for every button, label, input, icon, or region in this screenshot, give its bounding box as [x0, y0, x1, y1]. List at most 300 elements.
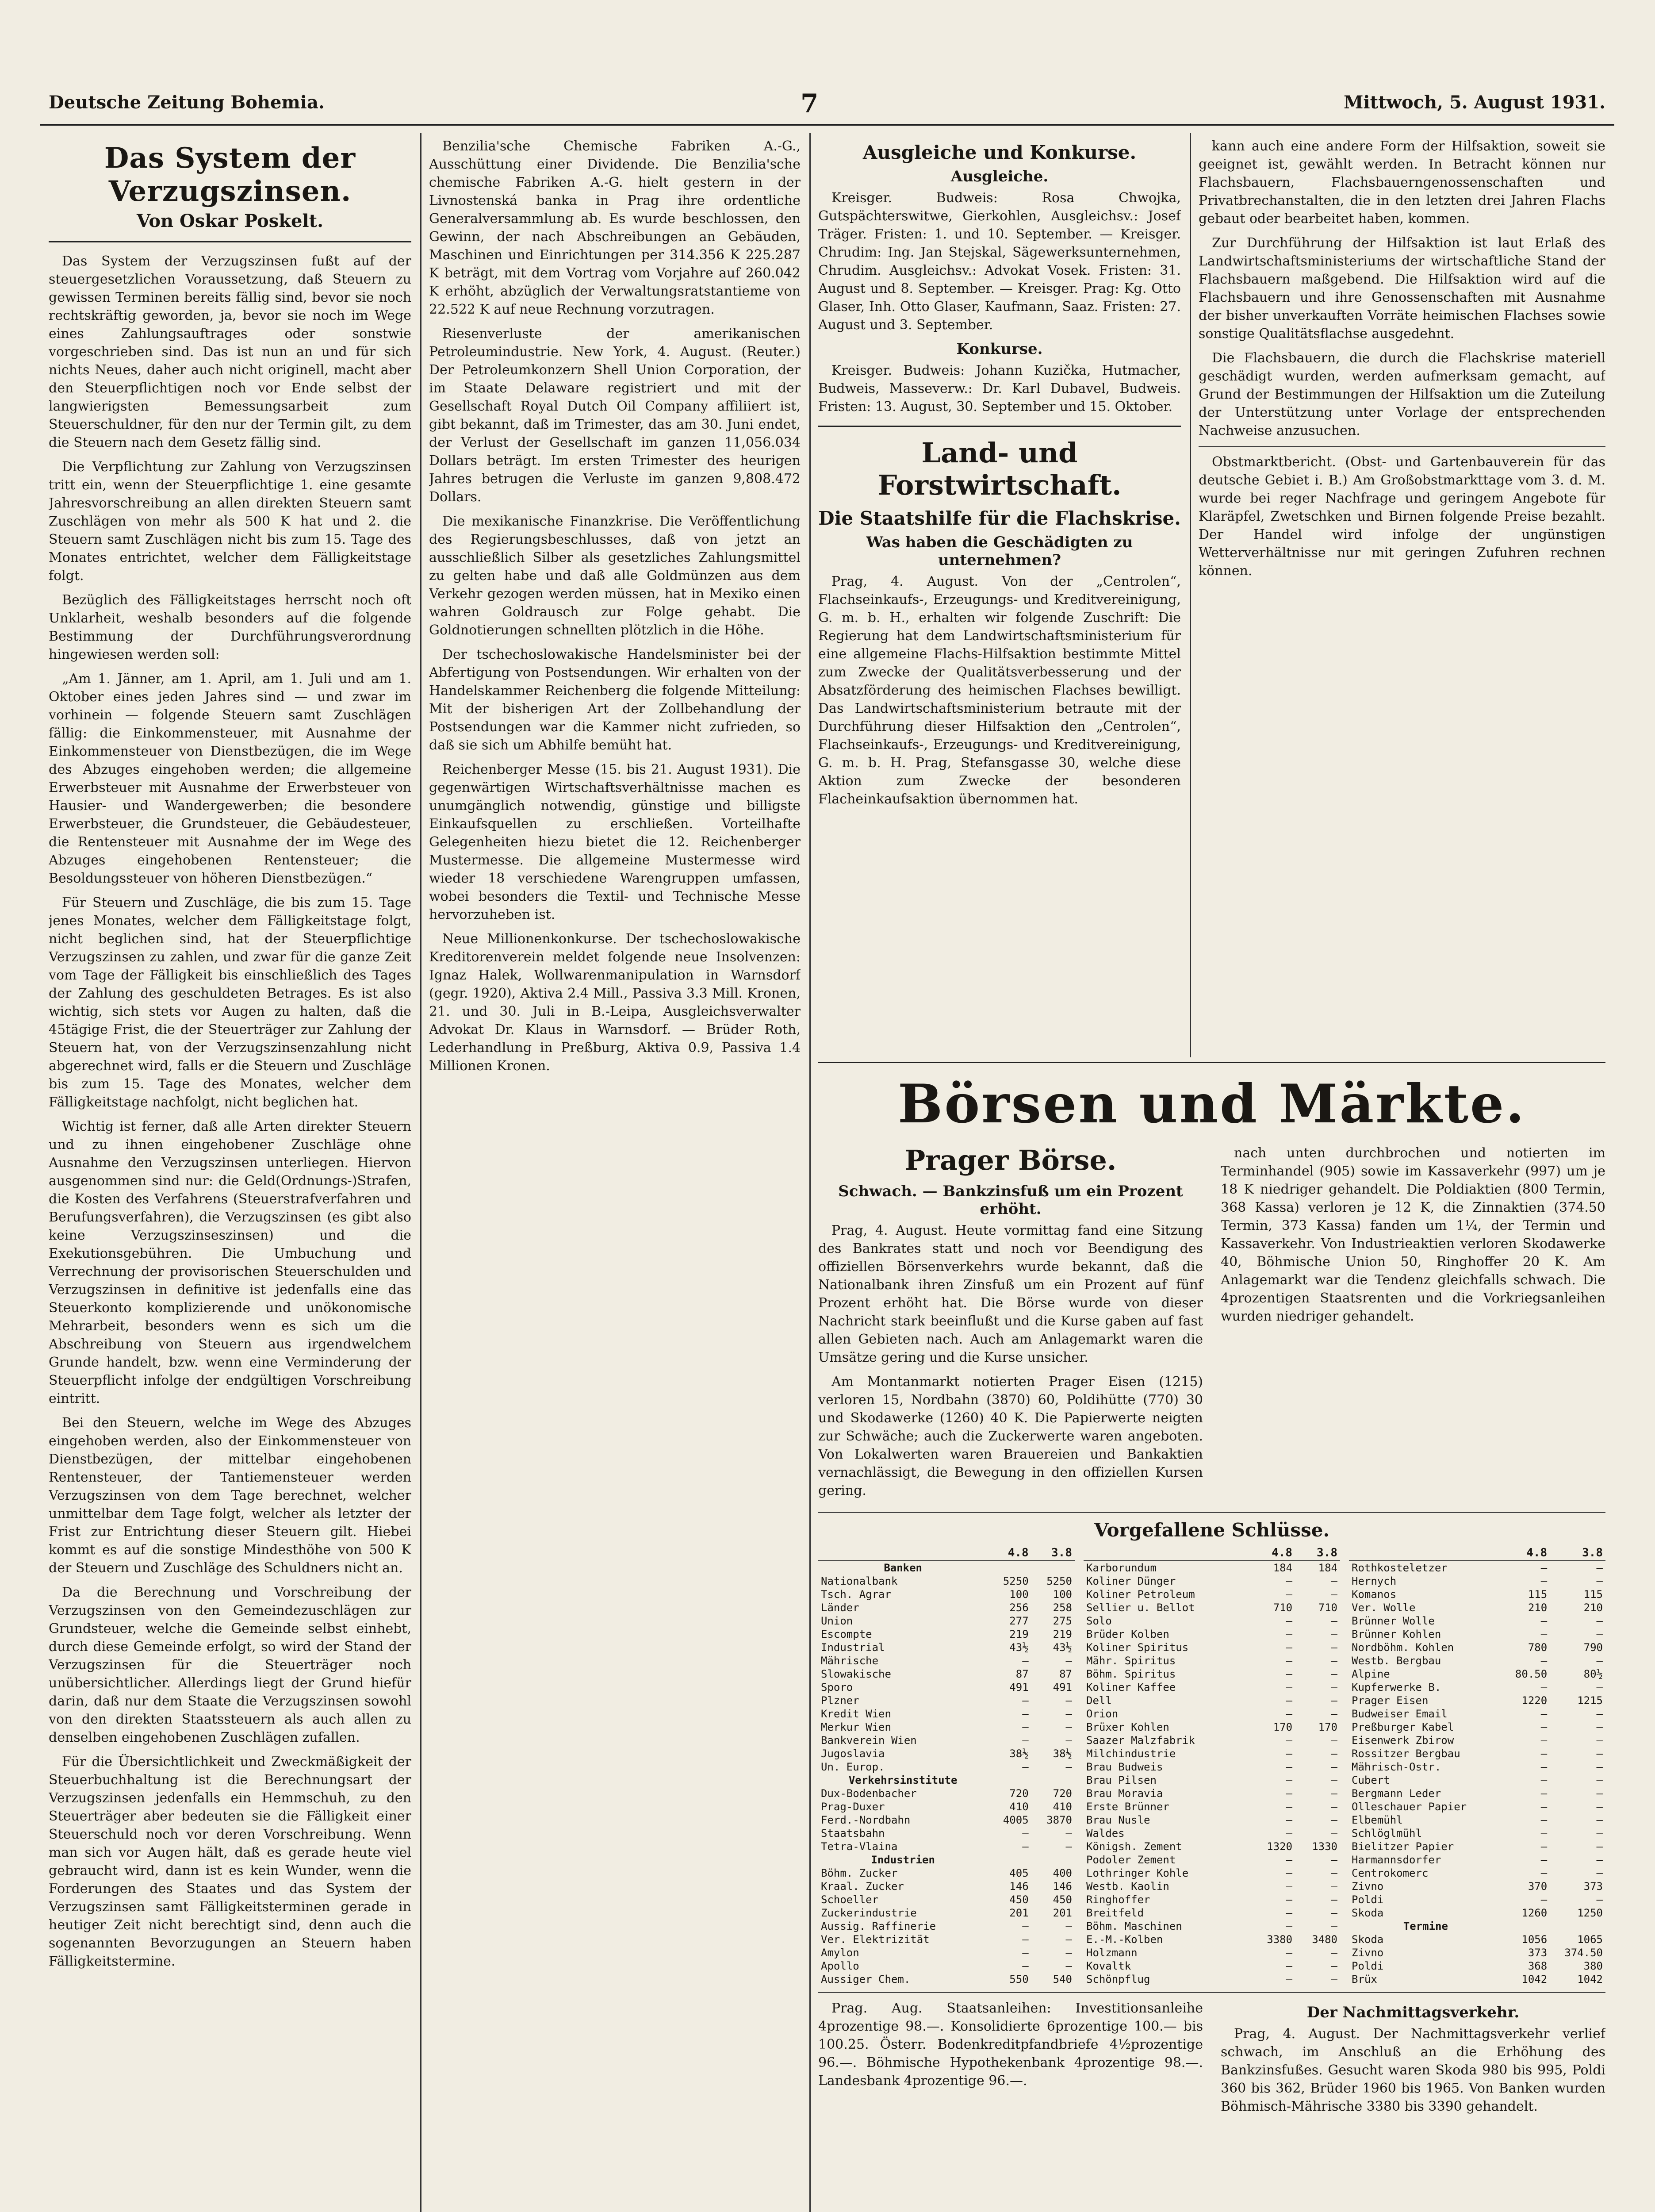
paragraph: Kreisger. Budweis: Johann Kuzička, Hutmacher, Budweis, Masseverw.: Dr. Karl Dubavel, Budweis. Fristen: 13. August, 30. September und 15. Oktober. — [818, 363, 1181, 415]
table-row — [1084, 1747, 1340, 1760]
table-row — [818, 1641, 1075, 1654]
boerse-title: Börsen und Märkte. — [897, 1073, 1526, 1135]
quote-value: — — [1065, 1761, 1072, 1773]
quote-value: — — [1022, 1761, 1029, 1773]
table-row — [1349, 1787, 1605, 1800]
ticker-table-1 — [818, 1545, 1075, 1986]
quote-value: 790 — [1583, 1641, 1603, 1654]
security-name: Podoler Zement — [1086, 1854, 1176, 1866]
divider — [818, 1992, 1605, 1993]
quote-value: 450 — [1053, 1893, 1072, 1906]
security-name: Brüxer Kohlen — [1086, 1721, 1169, 1733]
paragraph: Die mexikanische Finanzkrise. Die Veröffentlichung des Regierungsbeschlusses, daß von jetzt an ausschließlich Silber als gesetzliches Zahlungsmittel zu gelten habe und daß alle Goldmünzen aus dem Verkehr gezogen werden müssen, hat in Mexiko einen wahren Goldrausch zur Folge gehabt. Die Goldnotierungen schnellten plötzlich in die Höhe. — [429, 514, 801, 638]
quote-value — [1031, 1774, 1075, 1787]
security-name: Olleschauer Papier — [1352, 1801, 1467, 1813]
ticker-tables — [818, 1545, 1605, 1986]
quote-value: 1042 — [1577, 1973, 1603, 1985]
table-row — [1349, 1575, 1605, 1588]
quote-value: 373 — [1528, 1947, 1548, 1959]
security-name: Bergmann Leder — [1352, 1787, 1441, 1800]
quote-value: — — [1331, 1827, 1337, 1839]
quote-value: — — [1540, 1787, 1548, 1800]
quote-value: — — [1331, 1854, 1337, 1866]
table-row — [1349, 1734, 1605, 1747]
table-row — [1349, 1800, 1605, 1813]
table-row — [818, 1654, 1075, 1667]
quote-value: — — [1286, 1747, 1293, 1760]
quote-value: — — [1596, 1814, 1603, 1826]
table-row — [1349, 1707, 1605, 1720]
security-name: Solo — [1086, 1615, 1112, 1627]
table-row — [818, 1959, 1075, 1973]
quote-value: 410 — [1009, 1801, 1029, 1813]
paragraph: Die Flachsbauern, die durch die Flachskrise materiell geschädigt wurden, werden aufmerksam gemacht, auf Grund der Bestimmungen der Hilfsaktion um die Zuteilung der Unterstützung unter Vorlage der entsprechenden Nachweise anzusuchen. — [1199, 350, 1605, 438]
quote-value: — — [1540, 1562, 1548, 1574]
quote-value: — — [1022, 1840, 1029, 1853]
quote-value: — — [1331, 1960, 1337, 1972]
quote-value: — — [1286, 1854, 1293, 1866]
security-name: Mährisch-Ostr. — [1352, 1761, 1441, 1773]
table-row — [1084, 1813, 1340, 1827]
security-name: Koliner Spiritus — [1086, 1641, 1189, 1654]
quote-value: 100 — [1009, 1588, 1029, 1601]
column-wirtschaft — [429, 137, 801, 2212]
paragraph: Benzilia'sche Chemische Fabriken A.-G., Ausschüttung einer Dividende. Die Benzilia'sche chemische Fabriken A.-G. hielt gestern in der Livnostenská banka in Prag ihre ordentliche Generalversammlung ab. Es wurde beschlossen, den Gewinn, der nach Abschreibungen an Gebäuden, Maschinen und Einrichtungen per 314.356 K 225.287 K beträgt, mit dem Vortrag vom Vorjahre auf 260.042 K erhöht, abzüglich der Verwaltungsratstantieme von 22.522 K auf neue Rechnung vorzutragen. — [429, 138, 801, 317]
quote-value: 1042 — [1521, 1973, 1548, 1985]
quote-value: — — [1286, 1774, 1293, 1786]
quote-value: — — [1286, 1628, 1293, 1640]
divider — [818, 1512, 1605, 1513]
paragraph: Der tschechoslowakische Handelsminister bei der Abfertigung von Postsendungen. Wir erhalten von der Handelskammer Reichenberg die folgende Mitteilung: Mit der bisherigen Art der Zollbehandlung der Postsendungen war die Kammer nicht zufrieden, so daß sie sich um Abhilfe bemüht hat. — [429, 647, 801, 753]
quote-value: — — [1286, 1761, 1293, 1773]
divider — [49, 241, 411, 242]
divider — [818, 1062, 1605, 1063]
table-row — [1084, 1827, 1340, 1840]
security-name: Schoeller — [821, 1893, 879, 1906]
quote-value: — — [1286, 1641, 1293, 1654]
quote-value — [1031, 1853, 1075, 1866]
quote-value: — — [1540, 1747, 1548, 1760]
table-row — [1084, 1694, 1340, 1707]
table-row — [1349, 1853, 1605, 1866]
security-name: Schlöglmühl — [1352, 1827, 1422, 1839]
quote-value: — — [1286, 1668, 1293, 1680]
quote-value: — — [1331, 1588, 1337, 1601]
paragraph: Neue Millionenkonkurse. Der tschechoslowakische Kreditorenverein meldet folgende neue Insolvenzen: Ignaz Halek, Wollwarenmanipulation in Warnsdorf (gegr. 1920), Aktiva 2.4 Mill., Passiva 3.3 Mill. Kronen, 21. und 30. Juli in B.-Leipa, Ausgleichsverwalter Advokat Dr. Klaus in Warnsdorf. — Brüder Roth, Lederhandlung in Preßburg, Aktiva 0.9, Passiva 1.4 Millionen Kronen. — [429, 931, 801, 1074]
security-name: Brau Budweis — [1086, 1761, 1163, 1773]
security-name: Prag-Duxer — [821, 1801, 885, 1813]
table-row — [1084, 1800, 1340, 1813]
paragraph: „Am 1. Jänner, am 1. April, am 1. Juli und am 1. Oktober eines jeden Jahres sind — und zwar im vorhinein — folgende Steuern samt Zuschlägen fällig: die Einkommensteuer, mit Ausnahme der Einkommensteuer von Dienstbezügen, die im Wege des Abzuges eingehoben werden; die allgemeine Erwerbsteuer mit Ausnahme der Erwerbsteuer von Hausier- und Wandergewerben; die besondere Erwerbsteuer, die Grundsteuer, die Gebäudesteuer, die Rentensteuer mit Ausnahme der im Wege des Abzuges eingehobenen Rentensteuer; die Besoldungssteuer von höheren Dienstbezügen.“ — [49, 671, 411, 886]
table-row — [1349, 1747, 1605, 1760]
table-row — [818, 1933, 1075, 1946]
table-row — [1084, 1734, 1340, 1747]
quote-value: 3380 — [1267, 1933, 1293, 1946]
quote-value: — — [1331, 1893, 1337, 1906]
paragraph: Kreisger. Budweis: Rosa Chwojka, Gutspächterswitwe, Gierkohlen, Ausgleichsv.: Josef Träger. Fristen: 1. und 10. September. — Kreisger. Chrudim: Ing. Jan Stejskal, Sägewerksunternehmen, Chrudim. Ausgleichsv.: Advokat Vosek. Fristen: 31. August und 8. September. — Kreisger. Prag: Kg. Otto Glaser, Inh. Otto Glaser, Kaufmann, Saaz. Fristen: 27. August und 3. September. — [818, 190, 1181, 333]
quote-value: 184 — [1273, 1562, 1293, 1574]
security-name: Nationalbank — [821, 1575, 898, 1587]
quote-value: 1220 — [1521, 1694, 1548, 1707]
table-row — [1084, 1946, 1340, 1959]
quote-value: 87 — [1059, 1668, 1072, 1680]
article-byline: Von Oskar Poskelt. — [136, 211, 323, 231]
quote-value: 491 — [1009, 1681, 1029, 1694]
security-name: Erste Brünner — [1086, 1801, 1169, 1813]
quote-value: — — [1286, 1681, 1293, 1694]
quote-value: — — [1540, 1827, 1548, 1839]
table-row — [1349, 1601, 1605, 1614]
quote-value: — — [1540, 1575, 1548, 1587]
paragraph: kann auch eine andere Form der Hilfsaktion, soweit sie geeignet ist, gewählt werden. In Betracht können nur Flachsbauern, Flachsbauerngenossenschaften und Privatbrechanstalten, die in den letzten drei Jahren Flachs gebaut oder bearbeitet haben, kommen. — [1199, 138, 1605, 227]
quote-value: — — [1540, 1655, 1548, 1667]
quote-value: 370 — [1528, 1880, 1548, 1893]
quote-value: — — [1596, 1655, 1603, 1667]
boerse-section — [818, 1062, 1605, 2212]
table-row — [818, 1614, 1075, 1628]
quote-value: — — [1331, 1655, 1337, 1667]
security-name: Termine — [1403, 1920, 1448, 1932]
quote-value: — — [1540, 1801, 1548, 1813]
quote-value: 550 — [1009, 1973, 1029, 1985]
paragraph: Am Montanmarkt notierten Prager Eisen (1215) verloren 15, Nordbahn (3870) 60, Poldihütte (770) 30 und Skodawerke (1260) 40 K. Die Papierwerte neigten zur Schwäche; auch die Zuckerwerte waren angeboten. Von Lokalwerten waren Brauereien und Bankaktien vernachlässigt, die Bewegung in den offiziellen Kursen gering. — [818, 1374, 1203, 1498]
column-ausgleiche — [818, 137, 1181, 1057]
security-name: Dux-Bodenbacher — [821, 1787, 917, 1800]
quote-value: — — [1022, 1721, 1029, 1733]
security-name: Prager Eisen — [1352, 1694, 1429, 1707]
column-header — [1349, 1545, 1502, 1561]
table-row — [818, 1827, 1075, 1840]
paragraph: Prag. Aug. Staatsanleihen: Investitionsanleihe 4prozentige 98.—. Konsolidierte 6prozentige 100.— bis 100.25. Österr. Bodenkreditpfandbriefe 4½prozentige 96.—. Böhmische Hypothekenbank 4prozentige 98.—. Landesbank 4prozentige 96.—. — [818, 2001, 1203, 2089]
table-row — [1349, 1694, 1605, 1707]
quote-value: — — [1540, 1734, 1548, 1747]
quote-value: — — [1331, 1761, 1337, 1773]
quote-value: — — [1540, 1893, 1548, 1906]
quote-value: — — [1331, 1668, 1337, 1680]
quote-value: — — [1022, 1694, 1029, 1707]
table-row — [1349, 1760, 1605, 1774]
table-row — [1084, 1787, 1340, 1800]
security-name: Sellier u. Bellot — [1086, 1601, 1195, 1614]
quote-value: — — [1286, 1907, 1293, 1919]
security-name: Kupferwerke B. — [1352, 1681, 1441, 1694]
quote-value: 373 — [1583, 1880, 1603, 1893]
quote-value: 720 — [1053, 1787, 1072, 1800]
table-header-row — [1349, 1545, 1605, 1561]
table-row — [1084, 1893, 1340, 1906]
quote-value: — — [1596, 1708, 1603, 1720]
quote-value: — — [1065, 1960, 1072, 1972]
table-row — [1349, 1920, 1605, 1933]
security-name: Böhm. Zucker — [821, 1867, 898, 1879]
ausgleiche-head: Ausgleiche. — [950, 168, 1049, 185]
quote-value: — — [1331, 1774, 1337, 1786]
table-row — [1349, 1720, 1605, 1734]
quote-value: 258 — [1053, 1601, 1072, 1614]
quote-value: — — [1540, 1840, 1548, 1853]
quote-value: — — [1540, 1761, 1548, 1773]
quote-value: — — [1331, 1628, 1337, 1640]
column-header: 3.8 — [1550, 1545, 1605, 1561]
quote-value: — — [1596, 1681, 1603, 1694]
table-row — [1084, 1641, 1340, 1654]
table-row — [1084, 1667, 1340, 1681]
quote-value: 275 — [1053, 1615, 1072, 1627]
security-name: Brüder Kolben — [1086, 1628, 1169, 1640]
quote-value: — — [1540, 1708, 1548, 1720]
table-row — [1349, 1827, 1605, 1840]
quote-value: 256 — [1009, 1601, 1029, 1614]
column-rule — [420, 133, 421, 2212]
table-row — [1349, 1840, 1605, 1853]
quote-value: 201 — [1053, 1907, 1072, 1919]
quote-value: — — [1065, 1840, 1072, 1853]
security-name: Industrial — [821, 1641, 885, 1654]
security-name: Industrien — [871, 1854, 935, 1866]
table-row — [1084, 1906, 1340, 1920]
security-name: Un. Europ. — [821, 1761, 885, 1773]
quote-value: 100 — [1053, 1588, 1072, 1601]
table-row — [818, 1840, 1075, 1853]
security-name: Kraal. Zucker — [821, 1880, 904, 1893]
quote-value: — — [1022, 1827, 1029, 1839]
quote-value: — — [1596, 1562, 1603, 1574]
security-name: Zuckerindustrie — [821, 1907, 917, 1919]
ticker-table-3 — [1349, 1545, 1605, 1986]
table-row — [1349, 1813, 1605, 1827]
quote-value: — — [1286, 1801, 1293, 1813]
quote-value — [1031, 1561, 1075, 1575]
security-name: Karborundum — [1086, 1562, 1157, 1574]
security-name: Aussiger Chem. — [821, 1973, 911, 1985]
table-row — [1084, 1720, 1340, 1734]
quote-value: — — [1065, 1655, 1072, 1667]
security-name: Banken — [884, 1562, 923, 1574]
security-name: Poldi — [1352, 1893, 1384, 1906]
security-name: Schönpflug — [1086, 1973, 1150, 1985]
security-name: E.-M.-Kolben — [1086, 1933, 1163, 1946]
security-name: Länder — [821, 1601, 859, 1614]
quote-value: 720 — [1009, 1787, 1029, 1800]
quote-value — [988, 1561, 1031, 1575]
security-name: Slowakische — [821, 1668, 891, 1680]
table-row — [1349, 1906, 1605, 1920]
column-header: 3.8 — [1031, 1545, 1075, 1561]
quote-value: — — [1540, 1721, 1548, 1733]
land-kicker: Was haben die Geschädigten zu unternehmen? — [866, 534, 1133, 569]
security-name: Escompte — [821, 1628, 872, 1640]
quote-value: 491 — [1053, 1681, 1072, 1694]
quote-value: 1330 — [1312, 1840, 1337, 1853]
table-row — [818, 1601, 1075, 1614]
quote-value: — — [1331, 1947, 1337, 1959]
quote-value: — — [1286, 1893, 1293, 1906]
paragraph: Da die Berechnung und Vorschreibung der Verzugszinsen von den Gemeindezuschlägen zur Grundsteuer, welche die Gemeinde selbst einhebt, durch diese Gemeinde erfolgt, so wird der Stand der Verzugszinsen für die Steuerträger noch unübersichtlicher. Allerdings liegt der Grund hiefür darin, daß nur dem Staate die Verzugszinsen sowohl von den direkten Staatssteuern als auch allen zu denselben eingehobenen Zuschlägen zufallen. — [49, 1585, 411, 1745]
quote-value: 43½ — [1009, 1641, 1029, 1654]
paragraph: nach unten durchbrochen und notierten im Terminhandel (905) sowie im Kassaverkehr (997) um je 18 K niedriger gehandelt. Die Poldiaktien (800 Termin, 368 Kassa) verloren je 12 K, die Zinnaktien (374.50 Termin, 373 Kassa) fanden um 1¼, der Termin und Kassaverkehr. Von Industrieaktien verloren Skodawerke 40, Böhmische Union 50, Ringhoffer 20 K. Am Anlagemarkt war die Tendenz gleichfalls schwach. Die 4prozentigen Staatsrenten und die Vorkriegsanleihen wurden niedriger gehandelt. — [1221, 1145, 1605, 1324]
quote-value: 4005 — [1003, 1814, 1029, 1826]
masthead — [40, 84, 1614, 126]
newspaper-page — [40, 84, 1614, 2212]
security-name: Apollo — [821, 1960, 859, 1972]
table-row — [1084, 1959, 1340, 1973]
table-row — [1084, 1933, 1340, 1946]
table-row — [818, 1906, 1075, 1920]
quote-value: — — [1331, 1708, 1337, 1720]
quote-value: 210 — [1583, 1601, 1603, 1614]
quote-value: 3480 — [1312, 1933, 1337, 1946]
security-name: Skoda — [1352, 1933, 1384, 1946]
security-name: Ver. Wolle — [1352, 1601, 1416, 1614]
quote-value: — — [1331, 1575, 1337, 1587]
security-name: Nordböhm. Kohlen — [1352, 1641, 1454, 1654]
security-name: Zivno — [1352, 1947, 1384, 1959]
table-row — [1084, 1654, 1340, 1667]
quote-value: — — [1540, 1854, 1548, 1866]
security-name: Mährische — [821, 1655, 879, 1667]
security-name: Milchindustrie — [1086, 1747, 1176, 1760]
column-header — [818, 1545, 988, 1561]
quote-value: 115 — [1528, 1588, 1548, 1601]
quote-value: — — [1022, 1947, 1029, 1959]
quote-value: — — [1596, 1854, 1603, 1866]
quote-value: — — [1331, 1681, 1337, 1694]
ticker-title: Vorgefallene Schlüsse. — [1094, 1519, 1330, 1541]
nachmittag-title: Der Nachmittagsverkehr. — [1306, 2004, 1520, 2021]
security-name: Brau Pilsen — [1086, 1774, 1157, 1786]
paragraph: Prag, 4. August. Von der „Centrolen“, Flachseinkaufs-, Erzeugungs- und Kreditvereinigung, G. m. b. H., erhalten wir folgende Zuschrift: Die Regierung hat dem Landwirtschaftsministerium für eine allgemeine Flachs-Hilfsaktion bestimmte Mittel zum Zwecke der Qualitätsverbesserung und der Absatzförderung des heimischen Flachses bewilligt. Das Landwirtschaftsministerium betraute mit der Durchführung dieser Hilfsaktion den „Centrolen“, Flachseinkaufs-, Erzeugungs- und Kreditvereinigung, G. m. b. H. Prag, Stefansgasse 30, welche diese Aktion zum Zwecke der besonderen Flacheinkaufsaktion übernommen hat. — [818, 574, 1181, 807]
ticker-table-2 — [1084, 1545, 1340, 1986]
paragraph: Riesenverluste der amerikanischen Petroleumindustrie. New York, 4. August. (Reuter.) Der Petroleumkonzern Shell Union Corporation, der im Staate Delaware registriert und mit der Gesellschaft Royal Dutch Oil Company affiliiert ist, gibt bekannt, daß im Trimester, das am 30. Juni endet, der Verlust der Gesellschaft im ganzen 11,056.034 Dollars beträgt. Im ersten Trimester des heurigen Jahres betrugen die Verluste im ganzen 9,808.472 Dollars. — [429, 326, 801, 505]
security-name: Union — [821, 1615, 853, 1627]
quote-value: 43½ — [1053, 1641, 1072, 1654]
quote-value: 1215 — [1577, 1694, 1603, 1707]
table-row — [1084, 1840, 1340, 1853]
quote-value: — — [1596, 1761, 1603, 1773]
security-name: Aussig. Raffinerie — [821, 1920, 936, 1932]
quote-value: — — [1540, 1628, 1548, 1640]
security-name: Rossitzer Bergbau — [1352, 1747, 1460, 1760]
quote-value: — — [1286, 1615, 1293, 1627]
quote-value: 710 — [1273, 1601, 1293, 1614]
quote-value: — — [1331, 1920, 1337, 1932]
quote-value: 219 — [1009, 1628, 1029, 1640]
quote-value: 146 — [1053, 1880, 1072, 1893]
quote-value: 1260 — [1521, 1907, 1548, 1919]
table-row — [1349, 1880, 1605, 1893]
quote-value: — — [1540, 1774, 1548, 1786]
paragraph: Die Verpflichtung zur Zahlung von Verzugszinsen tritt ein, wenn der Steuerpflichtige 1. eine gesamte Jahresvorschreibung an allen direkten Steuern samt Zuschlägen von mehr als 500 K hat und 2. die Steuern samt Zuschlägen nicht bis zum 15. Tage des Monates entrichtet, welcher dem Fälligkeitstage folgt. — [49, 459, 411, 584]
quote-value: 450 — [1009, 1893, 1029, 1906]
quote-value: — — [1540, 1867, 1548, 1879]
quote-value: — — [1022, 1920, 1029, 1932]
quote-value: 1065 — [1577, 1933, 1603, 1946]
security-name: Zivno — [1352, 1880, 1384, 1893]
column-header — [1084, 1545, 1250, 1561]
table-row — [1349, 1893, 1605, 1906]
divider — [818, 426, 1181, 427]
table-row — [1349, 1959, 1605, 1973]
security-name: Koliner Kaffee — [1086, 1681, 1176, 1694]
security-name: Ringhoffer — [1086, 1893, 1150, 1906]
paragraph: Obstmarktbericht. (Obst- und Gartenbauverein für das deutsche Gebiet i. B.) Am Großobstmarkttage vom 3. d. M. wurde bei reger Nachfrage und geringem Angebote für Klaräpfel, Zwetschken und Birnen folgende Preise bezahlt. Der Handel wird infolge der ungünstigen Wetterverhältnisse nur mit geringen Zufuhren rechnen können. — [1199, 454, 1605, 579]
quote-value: — — [1596, 1787, 1603, 1800]
table-row — [818, 1866, 1075, 1880]
security-name: Amylon — [821, 1947, 859, 1959]
column-header: 3.8 — [1295, 1545, 1340, 1561]
paragraph: Für die Übersichtlichkeit und Zweckmäßigkeit der Steuerbuchhaltung ist die Berechnungsart der Verzugszinsen jedenfalls ein Hemmschuh, zu den Steuerträger aber bedeuten sie die Fälligkeit einer Steuerschuld noch vor deren Vorschreibung. Wenn man sich vor Augen hält, daß es gerade heute viel gebraucht wird, dann ist es kein Wunder, wenn die Forderungen des Staates und das System der Verzugszinsen samt Fälligkeitsterminen gerade in heutiger Zeit nicht berechtigt sind, denn auch die sogenannten Bevorzugungen an Steuern haben Fälligkeitstermine. — [49, 1754, 411, 1969]
quote-value: 5250 — [1046, 1575, 1072, 1587]
table-row — [1349, 1641, 1605, 1654]
quote-value: 3870 — [1046, 1814, 1072, 1826]
quote-value: — — [1286, 1734, 1293, 1747]
security-name: Merkur Wien — [821, 1721, 891, 1733]
quote-value — [988, 1774, 1031, 1787]
security-name: Cubert — [1352, 1774, 1390, 1786]
quote-value — [988, 1853, 1031, 1866]
article-title: Das System der Verzugszinsen. — [104, 142, 356, 208]
table-row — [1349, 1866, 1605, 1880]
paragraph: Bezüglich des Fälligkeitstages herrscht noch oft Unklarheit, weshalb besonders auf die folgende Bestimmung der Durchführungsverordnung hingewiesen werden soll: — [49, 592, 411, 662]
table-row — [818, 1946, 1075, 1959]
security-name: Brünner Wolle — [1352, 1615, 1435, 1627]
paragraph: Für Steuern und Zuschläge, die bis zum 15. Tage jenes Monates, welcher dem Fälligkeitstage folgt, nicht beglichen sind, hat der Steuerpflichtige Verzugszinsen zu zahlen, und zwar für die ganze Zeit vom Tage der Fälligkeit bis einschließlich des Tages der Zahlung des geschuldeten Betrages. Es ist also wichtig, sich stets vor Augen zu halten, daß die 45tägige Frist, die der Steuerträger zur Zahlung der Steuern hat, von der Verzugszinsenzahlung nicht abgerechnet wird, falls er die Steuern und Zuschläge bis zum 15. Tage des Monates, welcher dem Fälligkeitstage nachfolgt, nicht beglichen hat. — [49, 895, 411, 1110]
boerse-kicker: Schwach. — Bankzinsfuß um ein Prozent erhöht. — [838, 1183, 1183, 1218]
security-name: Westb. Kaolin — [1086, 1880, 1169, 1893]
security-name: Poldi — [1352, 1960, 1384, 1972]
table-row — [1084, 1614, 1340, 1628]
security-name: Kovaltk — [1086, 1960, 1131, 1972]
security-name: Brünner Kohlen — [1352, 1628, 1441, 1640]
quote-value: — — [1286, 1947, 1293, 1959]
konkurse-head: Konkurse. — [956, 340, 1043, 358]
issue-date: Mittwoch, 5. August 1931. — [1344, 92, 1605, 113]
quote-value: — — [1065, 1933, 1072, 1946]
quote-value: — — [1286, 1694, 1293, 1707]
table-row — [818, 1880, 1075, 1893]
table-row — [818, 1893, 1075, 1906]
security-name: Dell — [1086, 1694, 1112, 1707]
quote-value: 405 — [1009, 1867, 1029, 1879]
quote-value: — — [1331, 1734, 1337, 1747]
security-name: Elbemühl — [1352, 1814, 1403, 1826]
table-row — [1084, 1866, 1340, 1880]
quote-value: — — [1286, 1814, 1293, 1826]
quote-value: — — [1331, 1907, 1337, 1919]
column-flachs — [1199, 137, 1605, 1057]
column-header: 4.8 — [988, 1545, 1031, 1561]
quote-value: — — [1596, 1615, 1603, 1627]
quote-value: — — [1331, 1641, 1337, 1654]
quote-value: — — [1596, 1840, 1603, 1853]
paper-name: Deutsche Zeitung Bohemia. — [49, 92, 325, 113]
quote-value: — — [1286, 1867, 1293, 1879]
security-name: Saazer Malzfabrik — [1086, 1734, 1195, 1747]
table-row — [1349, 1774, 1605, 1787]
quote-value: — — [1596, 1721, 1603, 1733]
security-name: Orion — [1086, 1708, 1119, 1720]
quote-value: 80½ — [1583, 1668, 1603, 1680]
table-row — [818, 1561, 1075, 1575]
security-name: Mähr. Spiritus — [1086, 1655, 1176, 1667]
boerse-subtitle: Prager Börse. — [904, 1144, 1117, 1176]
paragraph: Reichenberger Messe (15. bis 21. August 1931). Die gegenwärtigen Wirtschaftsverhältnisse machen es unumgänglich notwendig, günstige und billigste Einkaufsquellen zu erschließen. Vorteilhafte Gelegenheiten hiezu bietet die 12. Reichenberger Mustermesse. Die allgemeine Mustermesse wird wieder 18 verschiedene Warengruppen umfassen, wobei besonders die Textil- und Technische Messe hervorzuheben ist. — [429, 762, 801, 922]
table-row — [1349, 1667, 1605, 1681]
quote-value: — — [1331, 1880, 1337, 1893]
security-name: Ver. Elektrizität — [821, 1933, 930, 1946]
table-row — [818, 1920, 1075, 1933]
table-row — [1349, 1628, 1605, 1641]
